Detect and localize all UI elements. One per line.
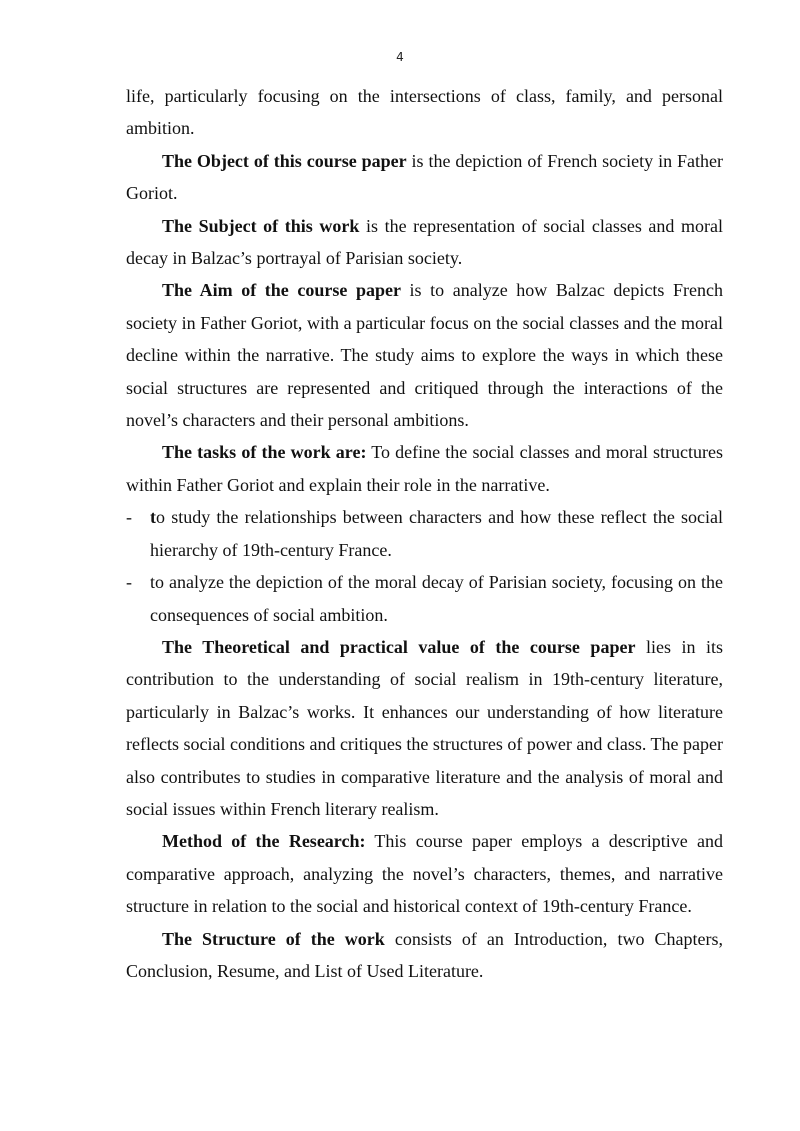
object-paragraph [126,145,723,210]
task-list-item [126,501,723,566]
subject-paragraph [126,210,723,275]
tasks-text: To define the social classes and moral structures within Father Goriot and explain their role in the narrative. [126,442,723,495]
structure-text: consists of an Introduction, two Chapters, Conclusion, Resume, and List of Used Literature. [126,928,723,981]
method-paragraph [126,825,723,922]
task-item-text: to analyze the depiction of the moral decay of Parisian society, focusing on the consequences of social ambition. [150,572,723,625]
structure-heading: The Structure of the work [162,928,385,949]
task-item-text: o study the relationships between characters and how these reflect the social hierarchy of 19th-century France. [150,507,723,560]
list-dash: - [126,572,132,593]
object-text: is the depiction of French society in Father Goriot. [126,150,723,204]
object-heading: The Object of this course paper [162,150,407,171]
tasks-heading: The tasks of the work are: [162,442,367,463]
method-heading: Method of the Research: [162,831,366,852]
list-dash: - [126,507,132,528]
subject-text: is the representation of social classes and moral decay in Balzac’s portrayal of Parisian society. [126,215,723,269]
intro-continuation-paragraph: life, particularly focusing on the intersections of class, family, and personal ambition. [126,86,723,139]
method-text: This course paper employs a descriptive and comparative approach, analyzing the novel’s characters, themes, and narrative structure in relation to the social and historical context of 19th-century France. [126,831,723,917]
value-text: lies in its contribution to the understanding of social realism in 19th-century literature, particularly in Balzac’s works. It enhances our understanding of how literature reflects social conditions and critiques the structures of power and class. The paper also contributes to studies in comparative literature and the analysis of moral and social issues within French literary realism. [126,636,723,819]
value-heading: The Theoretical and practical value of the course paper [162,636,636,657]
document-body [126,80,723,987]
aim-text: is to analyze how Balzac depicts French society in Father Goriot, with a particular focus on the social classes and the moral decline within the narrative. The study aims to explore the ways in which these social structures are represented and critiqued through the interactions of the novel’s characters and their personal ambitions. [126,280,723,431]
tasks-paragraph [126,436,723,501]
structure-paragraph [126,923,723,988]
aim-paragraph [126,274,723,436]
page-number: 4 [396,50,404,64]
task-item-lead: t [150,507,156,528]
subject-heading: The Subject of this work [162,215,360,236]
value-paragraph [126,631,723,825]
task-list-item [126,566,723,631]
aim-heading: The Aim of the course paper [162,280,401,301]
